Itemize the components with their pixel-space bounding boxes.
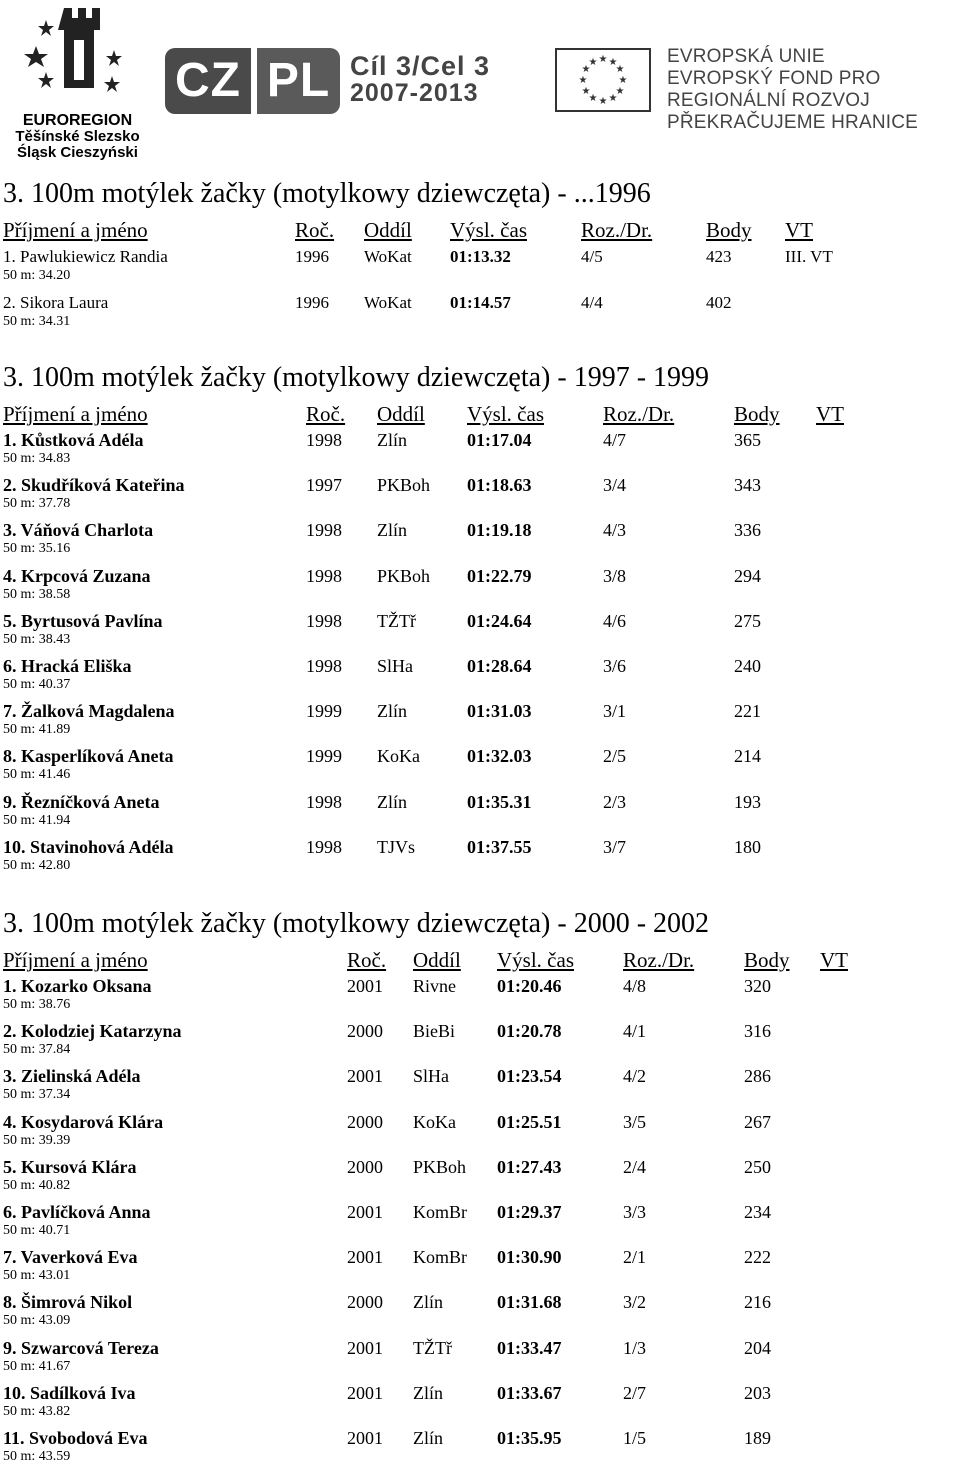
- result-split: 50 m: 43.82: [3, 1403, 71, 1419]
- result-split: 50 m: 43.59: [3, 1449, 71, 1464]
- result-time: 01:19.18: [467, 520, 532, 541]
- result-split: 50 m: 41.67: [3, 1358, 71, 1374]
- column-header: Oddíl: [364, 218, 412, 242]
- result-heat: 3/4: [603, 475, 627, 496]
- section-title: 3. 100m motýlek žačky (motylkowy dziewczęta) - 1997 - 1999: [3, 362, 710, 393]
- result-year: 2001: [347, 976, 383, 996]
- result-points: 250: [744, 1156, 771, 1177]
- result-row: [0, 700, 960, 745]
- result-club: Zlín: [413, 1292, 443, 1313]
- result-club: TŽTř: [377, 610, 416, 631]
- result-time: 01:17.04: [467, 430, 532, 450]
- result-name: 9. Řezníčková Aneta: [3, 791, 160, 812]
- result-time: 01:31.68: [497, 1292, 562, 1313]
- result-year: 2001: [347, 1428, 383, 1448]
- result-points: 203: [744, 1382, 771, 1403]
- result-club: PKBoh: [377, 475, 431, 496]
- section-title: 3. 100m motýlek žačky (motylkowy dziewczęta) - 2000 - 2002: [3, 908, 710, 939]
- result-heat: 2/3: [603, 791, 627, 812]
- result-split: 50 m: 34.83: [3, 451, 71, 466]
- result-points: 221: [734, 701, 761, 722]
- result-heat: 4/6: [603, 610, 627, 631]
- svg-text:★: ★: [608, 57, 618, 68]
- result-points: 214: [734, 746, 761, 767]
- result-row: [0, 1065, 960, 1110]
- result-row: [0, 292, 960, 337]
- result-name: 4. Krpcová Zuzana: [3, 565, 151, 586]
- result-row: [0, 474, 960, 519]
- result-name: 9. Szwarcová Tereza: [3, 1337, 159, 1358]
- result-split: 50 m: 40.71: [3, 1223, 71, 1238]
- result-row: [0, 975, 960, 1020]
- column-header: Výsl. čas: [497, 948, 574, 972]
- result-year: 1998: [306, 610, 342, 631]
- result-row: [0, 1156, 960, 1201]
- result-year: 2000: [347, 1021, 383, 1042]
- result-club: PKBoh: [413, 1156, 467, 1177]
- result-row: [0, 1201, 960, 1246]
- result-heat: 3/8: [603, 565, 627, 586]
- result-heat: 3/1: [603, 701, 627, 722]
- column-header: Výsl. čas: [450, 218, 527, 242]
- result-year: 1997: [306, 475, 342, 496]
- result-name: 2. Skudříková Kateřina: [3, 475, 185, 496]
- result-row: [0, 1246, 960, 1291]
- result-time: 01:20.78: [497, 1021, 562, 1042]
- result-points: 216: [744, 1292, 771, 1313]
- result-split: 50 m: 43.09: [3, 1313, 71, 1329]
- column-header: Příjmení a jméno: [3, 218, 148, 242]
- result-heat: 3/5: [623, 1111, 647, 1132]
- section-title: 3. 100m motýlek žačky (motylkowy dziewczęta) - ...1996: [3, 178, 651, 209]
- result-row: [0, 1382, 960, 1427]
- column-header: Roč.: [306, 402, 346, 426]
- result-row: [0, 519, 960, 564]
- result-split: 50 m: 41.94: [3, 812, 71, 828]
- result-name: 1. Kozarko Oksana: [3, 976, 152, 996]
- result-year: 2000: [347, 1292, 383, 1313]
- result-name: 11. Svobodová Eva: [3, 1428, 148, 1448]
- result-club: Zlín: [377, 520, 407, 541]
- result-time: 01:31.03: [467, 701, 532, 722]
- result-time: 01:22.79: [467, 565, 532, 586]
- result-year: 2001: [347, 1202, 383, 1222]
- result-year: 1998: [306, 836, 342, 857]
- column-header: Příjmení a jméno: [3, 948, 148, 972]
- result-row: [0, 1020, 960, 1065]
- column-header: VT: [816, 402, 844, 426]
- column-header: Příjmení a jméno: [3, 402, 148, 426]
- result-points: 275: [734, 610, 761, 631]
- result-name: 2. Sikora Laura: [3, 292, 109, 312]
- result-club: SlHa: [377, 656, 413, 676]
- result-points: 222: [744, 1247, 771, 1268]
- result-time: 01:27.43: [497, 1156, 562, 1177]
- result-heat: 4/8: [623, 976, 647, 996]
- result-split: 50 m: 38.43: [3, 631, 71, 647]
- result-year: 2001: [347, 1382, 383, 1403]
- result-split: 50 m: 35.16: [3, 541, 71, 557]
- result-points: 316: [744, 1021, 771, 1042]
- result-time: 01:28.64: [467, 656, 532, 676]
- result-time: 01:24.64: [467, 610, 532, 631]
- result-time: 01:35.95: [497, 1428, 562, 1448]
- czpl-logo-pl: PL: [257, 48, 340, 114]
- result-club: Zlín: [377, 430, 407, 450]
- result-name: 7. Žalková Magdalena: [3, 701, 175, 722]
- column-header: Roz./Dr.: [603, 402, 675, 426]
- result-name: 10. Stavinohová Adéla: [3, 836, 174, 857]
- column-header: Body: [744, 948, 790, 972]
- result-club: Zlín: [413, 1382, 443, 1403]
- euroregion-logo: [10, 6, 140, 164]
- result-year: 1996: [295, 292, 329, 312]
- column-header: Oddíl: [377, 402, 425, 426]
- result-name: 6. Hracká Eliška: [3, 656, 132, 676]
- eu-line-3: PŘEKRAČUJEME HRANICE: [667, 112, 919, 133]
- result-club: Zlín: [413, 1428, 443, 1448]
- result-heat: 1/5: [623, 1428, 647, 1448]
- result-points: 336: [734, 520, 761, 541]
- result-split: 50 m: 38.58: [3, 586, 71, 602]
- result-name: 3. Váňová Charlota: [3, 520, 154, 541]
- result-name: 8. Šimrová Nikol: [3, 1292, 133, 1313]
- result-row: [0, 791, 960, 836]
- result-row: [0, 429, 960, 474]
- programme-label: [350, 52, 490, 106]
- eu-fund-text: [667, 46, 960, 134]
- result-points: 193: [734, 791, 761, 812]
- result-name: 2. Kolodziej Katarzyna: [3, 1021, 182, 1042]
- result-row: [0, 246, 960, 291]
- result-name: 3. Zielinská Adéla: [3, 1066, 141, 1087]
- result-row: [0, 1337, 960, 1382]
- column-header: Roč.: [295, 218, 335, 242]
- result-year: 1998: [306, 430, 342, 450]
- svg-text:★: ★: [618, 75, 628, 86]
- result-split: 50 m: 43.01: [3, 1268, 71, 1284]
- result-heat: 4/3: [603, 520, 627, 541]
- result-year: 1999: [306, 746, 342, 767]
- czpl-logo: [165, 48, 340, 114]
- column-header: Roč.: [347, 948, 387, 972]
- result-heat: 3/3: [623, 1202, 647, 1222]
- page-header: [0, 0, 960, 170]
- column-header: VT: [820, 948, 848, 972]
- result-heat: 4/7: [603, 430, 627, 450]
- programme-period: 2007-2013: [350, 79, 479, 107]
- result-points: 180: [734, 836, 761, 857]
- result-year: 1999: [306, 701, 342, 722]
- result-time: 01:14.57: [450, 292, 511, 312]
- column-header: Roz./Dr.: [581, 218, 653, 242]
- result-time: 01:30.90: [497, 1247, 562, 1268]
- result-split: 50 m: 40.82: [3, 1177, 71, 1193]
- result-points: 234: [744, 1202, 771, 1222]
- result-split: 50 m: 37.78: [3, 496, 71, 512]
- result-row: [0, 655, 960, 700]
- result-name: 1. Pawlukiewicz Randia: [3, 247, 168, 266]
- result-heat: 3/2: [623, 1292, 647, 1313]
- result-club: KomBr: [413, 1247, 467, 1268]
- result-split: 50 m: 39.39: [3, 1132, 71, 1148]
- svg-text:★: ★: [588, 93, 598, 104]
- result-time: 01:13.32: [450, 247, 511, 266]
- result-time: 01:29.37: [497, 1202, 562, 1222]
- programme-goal: Cíl 3/Cel 3: [350, 51, 491, 81]
- result-time: 01:23.54: [497, 1066, 562, 1087]
- result-split: 50 m: 38.76: [3, 997, 71, 1012]
- result-time: 01:25.51: [497, 1111, 562, 1132]
- result-club: KomBr: [413, 1202, 467, 1222]
- result-split: 50 m: 37.84: [3, 1042, 71, 1058]
- result-heat: 1/3: [623, 1337, 647, 1358]
- result-split: 50 m: 34.20: [3, 268, 71, 283]
- euroregion-pl: Śląsk Cieszyński: [17, 144, 138, 161]
- result-club: WoKat: [364, 292, 412, 312]
- result-points: 286: [744, 1066, 771, 1087]
- result-heat: 2/7: [623, 1382, 647, 1403]
- svg-text:★: ★: [598, 96, 608, 107]
- result-time: 01:33.67: [497, 1382, 562, 1403]
- result-heat: 3/7: [603, 836, 627, 857]
- result-time: 01:32.03: [467, 746, 532, 767]
- result-heat: 2/4: [623, 1156, 647, 1177]
- column-header: Body: [706, 218, 752, 242]
- result-year: 2001: [347, 1247, 383, 1268]
- column-header: Body: [734, 402, 780, 426]
- result-points: 343: [734, 475, 761, 496]
- result-split: 50 m: 41.89: [3, 722, 71, 738]
- result-vt: III. VT: [785, 247, 833, 266]
- result-club: TJVs: [377, 836, 416, 857]
- result-year: 1998: [306, 520, 342, 541]
- result-heat: 2/1: [623, 1247, 647, 1268]
- result-heat: 3/6: [603, 656, 627, 676]
- svg-text:★: ★: [581, 64, 591, 75]
- result-year: 2001: [347, 1337, 383, 1358]
- result-year: 2000: [347, 1111, 383, 1132]
- svg-text:★: ★: [588, 57, 598, 68]
- result-split: 50 m: 41.46: [3, 767, 71, 783]
- result-row: [0, 1427, 960, 1472]
- euroregion-name: EUROREGION: [22, 112, 133, 129]
- euroregion-cz: Těšínské Slezsko: [15, 128, 140, 145]
- result-points: 240: [734, 656, 761, 676]
- result-year: 2000: [347, 1156, 383, 1177]
- svg-text:★: ★: [578, 75, 588, 86]
- result-heat: 4/2: [623, 1066, 647, 1087]
- result-row: [0, 1111, 960, 1156]
- eu-line-2: EVROPSKÝ FOND PRO REGIONÁLNÍ ROZVOJ: [667, 68, 881, 111]
- svg-text:★: ★: [608, 93, 618, 104]
- result-heat: 2/5: [603, 746, 627, 767]
- result-year: 1998: [306, 656, 342, 676]
- svg-text:★: ★: [615, 86, 625, 97]
- result-club: KoKa: [377, 746, 420, 767]
- result-points: 204: [744, 1337, 771, 1358]
- result-points: 189: [744, 1428, 771, 1448]
- column-header: Oddíl: [413, 948, 461, 972]
- result-year: 1996: [295, 247, 329, 266]
- result-club: KoKa: [413, 1111, 456, 1132]
- result-year: 1998: [306, 565, 342, 586]
- result-name: 1. Kůstková Adéla: [3, 430, 144, 450]
- result-points: 365: [734, 430, 761, 450]
- result-club: Zlín: [377, 701, 407, 722]
- result-heat: 4/1: [623, 1021, 647, 1042]
- result-points: 402: [706, 292, 732, 312]
- result-time: 01:37.55: [467, 836, 532, 857]
- svg-text:★: ★: [615, 64, 625, 75]
- column-header: Výsl. čas: [467, 402, 544, 426]
- result-row: [0, 1291, 960, 1336]
- result-club: PKBoh: [377, 565, 431, 586]
- result-row: [0, 745, 960, 790]
- result-year: 2001: [347, 1066, 383, 1087]
- column-header: Roz./Dr.: [623, 948, 695, 972]
- result-name: 8. Kasperlíková Aneta: [3, 746, 174, 767]
- column-header: VT: [785, 218, 813, 242]
- result-row: [0, 610, 960, 655]
- result-club: TŽTř: [413, 1337, 452, 1358]
- eu-flag-icon: [555, 48, 651, 112]
- result-name: 4. Kosydarová Klára: [3, 1111, 164, 1132]
- result-club: WoKat: [364, 247, 412, 266]
- result-name: 6. Pavlíčková Anna: [3, 1202, 151, 1222]
- result-row: [0, 565, 960, 610]
- result-split: 50 m: 34.31: [3, 313, 71, 329]
- result-club: Rivne: [413, 976, 456, 996]
- result-points: 294: [734, 565, 761, 586]
- result-row: [0, 836, 960, 881]
- result-time: 01:35.31: [467, 791, 532, 812]
- czpl-logo-cz: CZ: [165, 48, 251, 114]
- result-name: 7. Vaverková Eva: [3, 1247, 138, 1268]
- euroregion-text: [10, 113, 145, 161]
- result-points: 267: [744, 1111, 771, 1132]
- result-points: 320: [744, 976, 771, 996]
- result-club: Zlín: [377, 791, 407, 812]
- result-heat: 4/5: [581, 247, 603, 266]
- result-points: 423: [706, 247, 732, 266]
- result-name: 5. Byrtusová Pavlína: [3, 610, 163, 631]
- castle-tower-icon: [24, 6, 124, 106]
- result-split: 50 m: 37.34: [3, 1087, 71, 1103]
- result-split: 50 m: 40.37: [3, 677, 71, 692]
- result-time: 01:20.46: [497, 976, 562, 996]
- result-heat: 4/4: [581, 292, 603, 312]
- eu-line-1: EVROPSKÁ UNIE: [667, 46, 825, 67]
- result-time: 01:33.47: [497, 1337, 562, 1358]
- result-year: 1998: [306, 791, 342, 812]
- result-split: 50 m: 42.80: [3, 857, 71, 873]
- result-name: 10. Sadílková Iva: [3, 1382, 136, 1403]
- svg-text:★: ★: [581, 86, 591, 97]
- result-club: SlHa: [413, 1066, 449, 1087]
- result-name: 5. Kursová Klára: [3, 1156, 137, 1177]
- result-time: 01:18.63: [467, 475, 532, 496]
- result-club: BieBi: [413, 1021, 456, 1042]
- svg-text:★: ★: [598, 54, 608, 65]
